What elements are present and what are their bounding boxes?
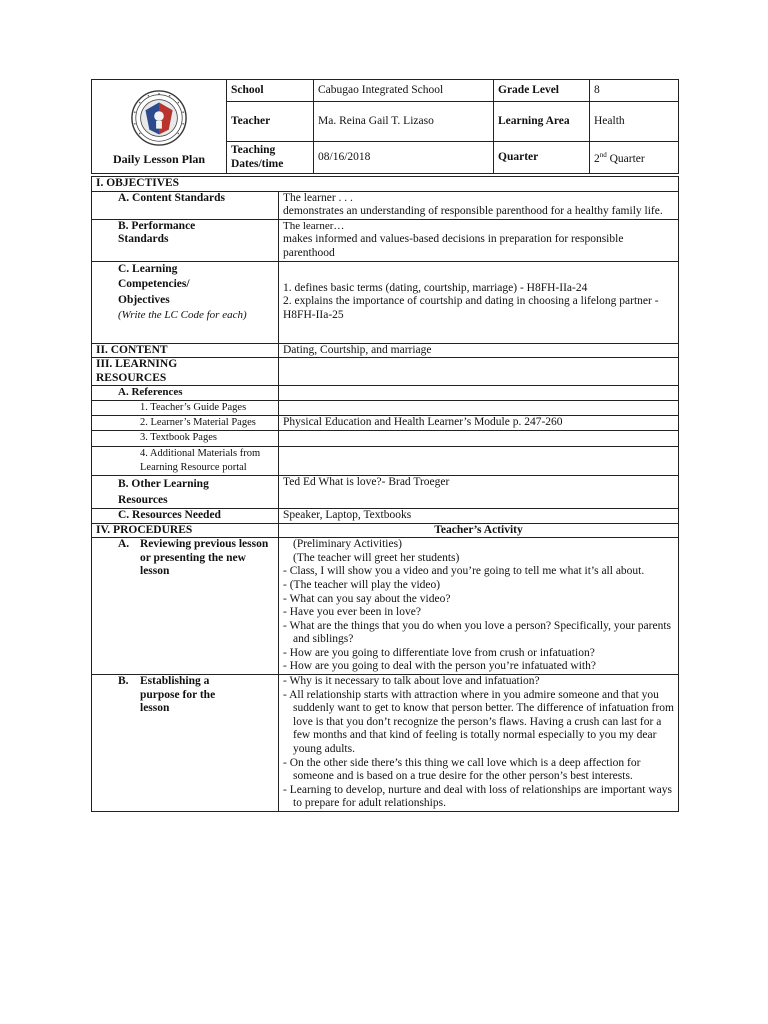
procedure-b-letter: B.: [118, 675, 129, 688]
other-resources-label: B. Other Learning Resources: [92, 475, 279, 508]
teacher-value: Ma. Reina Gail T. Lizaso: [314, 102, 494, 142]
performance-standards-line: The learner…: [283, 219, 345, 232]
quarter-word: Quarter: [606, 152, 645, 165]
list-item: - Class, I will show you a video and you’re going to tell me what it’s all about.: [283, 565, 645, 578]
content-standards-value: [279, 191, 679, 219]
list-item: - How are you going to deal with the person you’re infatuated with?: [283, 660, 596, 673]
procedure-b-item: All relationship starts with attraction where in you admire someone and that you suddenly want to get to know that person better. The difference of infatuation from love is that you don’t recognize the person’s flaws. Having a crush can last for a few months and that kind of feeling is totally normal especially to you my dear young adults.: [289, 688, 674, 756]
objectives-heading: I. OBJECTIVES: [92, 177, 679, 192]
procedure-a-plain-line: (Preliminary Activities): [293, 538, 402, 551]
procedure-a-content: [279, 538, 679, 675]
teachers-guide-label: 1. Teacher’s Guide Pages: [92, 400, 279, 415]
procedure-b-text: Establishing a purpose for the lesson: [140, 675, 216, 715]
content-heading: II. CONTENT: [92, 343, 279, 358]
list-item: - All relationship starts with attraction where in you admire someone and that you suddenly want to get to know that person better. The difference of infatuation from love is that you don’t recognize the person’s flaws. Having a crush can last for a few months and that kind of feeling is totally normal especially to you my dear young adults.: [283, 688, 674, 756]
seal-cell: [92, 80, 227, 174]
learning-resources-heading: III. LEARNING RESOURCES: [92, 358, 279, 386]
references-label: A. References: [92, 386, 279, 401]
quarter-suffix: nd: [599, 150, 607, 159]
additional-materials-value: [279, 446, 679, 475]
performance-standards-text: B. Performance Standards: [118, 219, 196, 246]
procedure-b-item: On the other side there’s this thing we call love which is a deep affection for someone and is based on a true desire for the other person’s best interests.: [289, 756, 641, 783]
teaching-dates-label: Teaching Dates/time: [227, 142, 314, 174]
list-item: - (The teacher will play the video): [283, 578, 441, 591]
content-value: Dating, Courtship, and marriage: [279, 343, 679, 358]
procedure-b-item: Why is it necessary to talk about love and infatuation?: [289, 675, 540, 688]
procedure-a-item: How are you going to differentiate love from crush or infatuation?: [289, 646, 595, 659]
procedure-a-item: How are you going to deal with the person you’re infatuated with?: [289, 660, 596, 673]
learners-material-value: Physical Education and Health Learner’s Module p. 247-260: [279, 416, 679, 431]
procedure-a-item: Class, I will show you a video and you’re going to tell me what it’s all about.: [289, 565, 645, 578]
textbook-pages-label: 3. Textbook Pages: [92, 431, 279, 446]
additional-materials-label: 4. Additional Materials from Learning Resource portal: [92, 446, 279, 475]
grade-level-value: 8: [590, 80, 679, 102]
resources-needed-value: Speaker, Laptop, Textbooks: [279, 508, 679, 523]
competencies-label: [92, 261, 279, 343]
teachers-guide-value: [279, 400, 679, 415]
lesson-plan-page: [91, 79, 679, 812]
teaching-dates-value: 08/16/2018: [314, 142, 494, 174]
procedure-a-list: [283, 565, 674, 674]
competencies-note: (Write the LC Code for each): [118, 309, 247, 322]
other-resources-value: Ted Ed What is love?- Brad Troeger: [279, 475, 679, 508]
procedure-b-label: [92, 675, 279, 812]
competencies-text: C. Learning Competencies/ Objectives: [118, 262, 190, 306]
performance-standards-line: makes informed and values-based decisions in preparation for responsible parenthood: [283, 233, 624, 259]
learning-resources-value: [279, 358, 679, 386]
competencies-value: [279, 261, 679, 343]
procedure-a-item: (The teacher will play the video): [289, 578, 441, 591]
performance-standards-value: [279, 219, 679, 261]
performance-standards-label: [92, 219, 279, 261]
header-table: [91, 79, 679, 174]
learners-material-label: 2. Learner’s Material Pages: [92, 416, 279, 431]
procedure-b-item: Learning to develop, nurture and deal with loss of relationships are important ways to prepare for adult relationships.: [289, 783, 672, 810]
list-item: - Have you ever been in love?: [283, 606, 421, 619]
learning-area-label: Learning Area: [494, 102, 590, 142]
procedure-b-list: [283, 675, 674, 811]
list-item: - Why is it necessary to talk about love and infatuation?: [283, 675, 540, 688]
procedure-b-content: [279, 675, 679, 812]
procedure-a-text: Reviewing previous lesson or presenting the new lesson: [140, 538, 269, 578]
procedure-a-item: What can you say about the video?: [289, 592, 451, 605]
quarter-label: Quarter: [494, 142, 590, 174]
quarter-number: 2: [594, 152, 600, 165]
list-item: - Learning to develop, nurture and deal with loss of relationships are important ways to prepare for adult relationships.: [283, 783, 672, 810]
procedures-heading: IV. PROCEDURES: [92, 523, 279, 538]
references-value: [279, 386, 679, 401]
content-standards-label: A. Content Standards: [92, 191, 279, 219]
lesson-body-table: [91, 176, 679, 812]
competency-item: 2. explains the importance of courtship and dating in choosing a lifelong partner - H8FH-IIa-25: [283, 295, 659, 321]
content-standards-line: demonstrates an understanding of responsible parenthood for a healthy family life.: [283, 205, 663, 218]
procedure-a-plain-line: (The teacher will greet her students): [293, 551, 460, 564]
list-item: - How are you going to differentiate love from crush or infatuation?: [283, 646, 595, 659]
procedure-a-label: [92, 538, 279, 675]
list-item: - What are the things that you do when you love a person? Specifically, your parents and siblings?: [283, 619, 672, 646]
teacher-label: Teacher: [227, 102, 314, 142]
procedure-a-item: What are the things that you do when you love a person? Specifically, your parents and siblings?: [289, 619, 672, 646]
document-title: Daily Lesson Plan: [112, 151, 205, 166]
content-standards-line: The learner . . .: [283, 191, 353, 204]
procedure-a-letter: A.: [118, 538, 130, 551]
textbook-pages-value: [279, 431, 679, 446]
grade-level-label: Grade Level: [494, 80, 590, 102]
competency-item: 1. defines basic terms (dating, courtship, marriage) - H8FH-IIa-24: [283, 281, 588, 294]
teachers-activity-header: Teacher’s Activity: [279, 523, 679, 538]
quarter-value: [590, 142, 679, 174]
deped-seal-icon: [130, 89, 188, 147]
procedure-a-item: Have you ever been in love?: [289, 606, 421, 619]
school-value: Cabugao Integrated School: [314, 80, 494, 102]
school-label: School: [227, 80, 314, 102]
list-item: - On the other side there’s this thing we call love which is a deep affection for someone and is based on a true desire for the other person’s best interests.: [283, 756, 641, 783]
learning-area-value: Health: [590, 102, 679, 142]
list-item: - What can you say about the video?: [283, 592, 451, 605]
resources-needed-label: C. Resources Needed: [92, 508, 279, 523]
